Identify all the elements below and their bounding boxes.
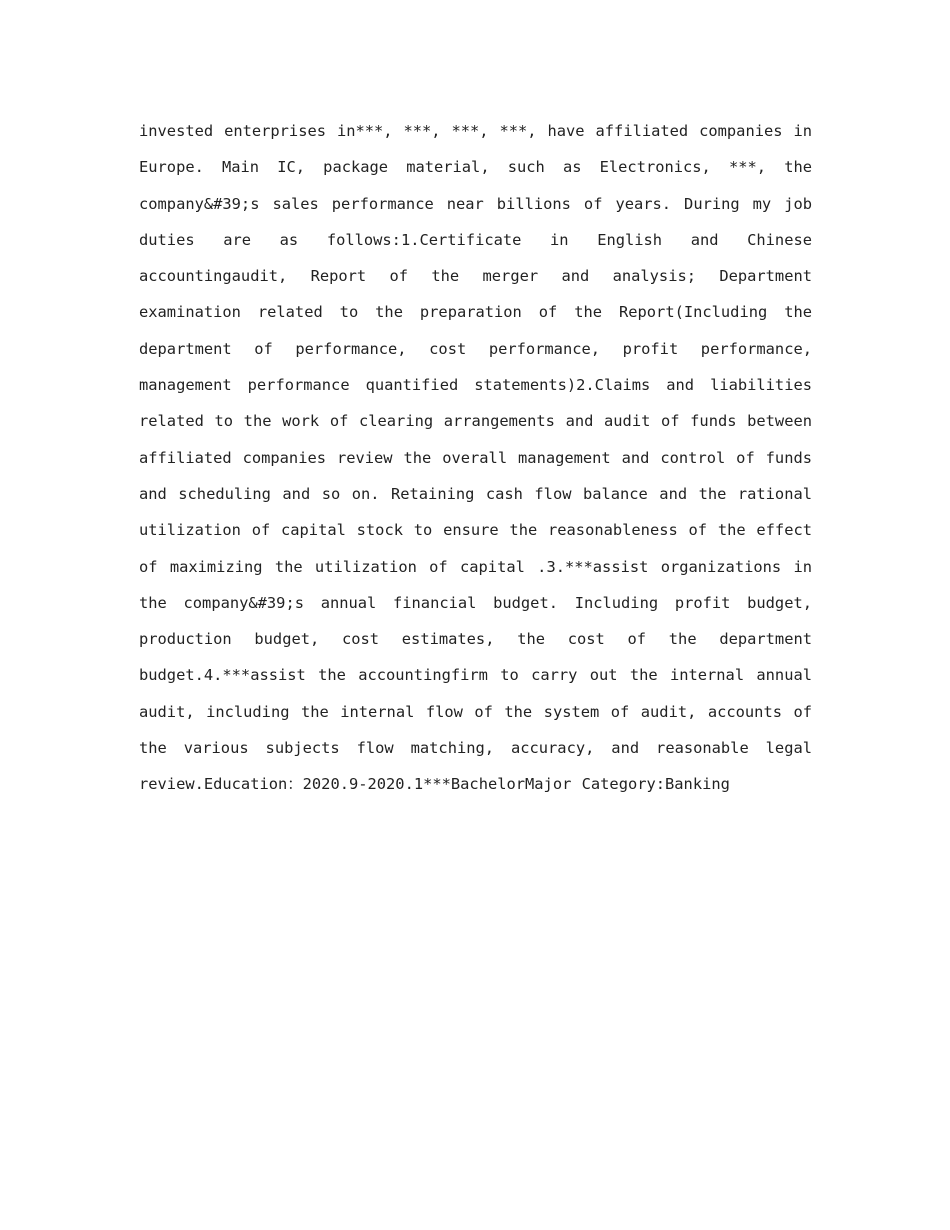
text-line: budget.4.***assist the accountingfirm to carry out the internal annual [139, 666, 812, 685]
text-line: company&#39;s sales performance near billions of years. During my job [139, 194, 812, 213]
text-line: production budget, cost estimates, the cost of the department [139, 630, 812, 649]
text-line: the company&#39;s annual financial budget. Including profit budget, [139, 593, 812, 612]
text-line: the various subjects flow matching, accuracy, and reasonable legal [139, 739, 812, 758]
text-line: duties are as follows:1.Certificate in English and Chinese [139, 230, 812, 249]
text-line: review.Education：2020.9-2020.1***BachelorMajor Category:Banking [139, 775, 730, 794]
text-line: accountingaudit, Report of the merger and analysis; Department [139, 267, 812, 286]
text-line: audit, including the internal flow of the system of audit, accounts of [139, 702, 812, 721]
text-line: Europe. Main IC, package material, such as Electronics, ***, the [139, 158, 812, 177]
text-line: management performance quantified statements)2.Claims and liabilities [139, 376, 812, 395]
text-line: department of performance, cost performance, profit performance, [139, 339, 812, 358]
document-body [139, 113, 812, 803]
text-line: of maximizing the utilization of capital .3.***assist organizations in [139, 557, 812, 576]
text-line: related to the work of clearing arrangements and audit of funds between [139, 412, 812, 431]
text-line: utilization of capital stock to ensure the reasonableness of the effect [139, 521, 812, 540]
text-line: invested enterprises in***, ***, ***, ***, have affiliated companies in [139, 122, 812, 140]
text-line: examination related to the preparation of the Report(Including the [139, 303, 812, 322]
text-line: and scheduling and so on. Retaining cash flow balance and the rational [139, 484, 812, 503]
text-line: affiliated companies review the overall management and control of funds [139, 448, 812, 467]
